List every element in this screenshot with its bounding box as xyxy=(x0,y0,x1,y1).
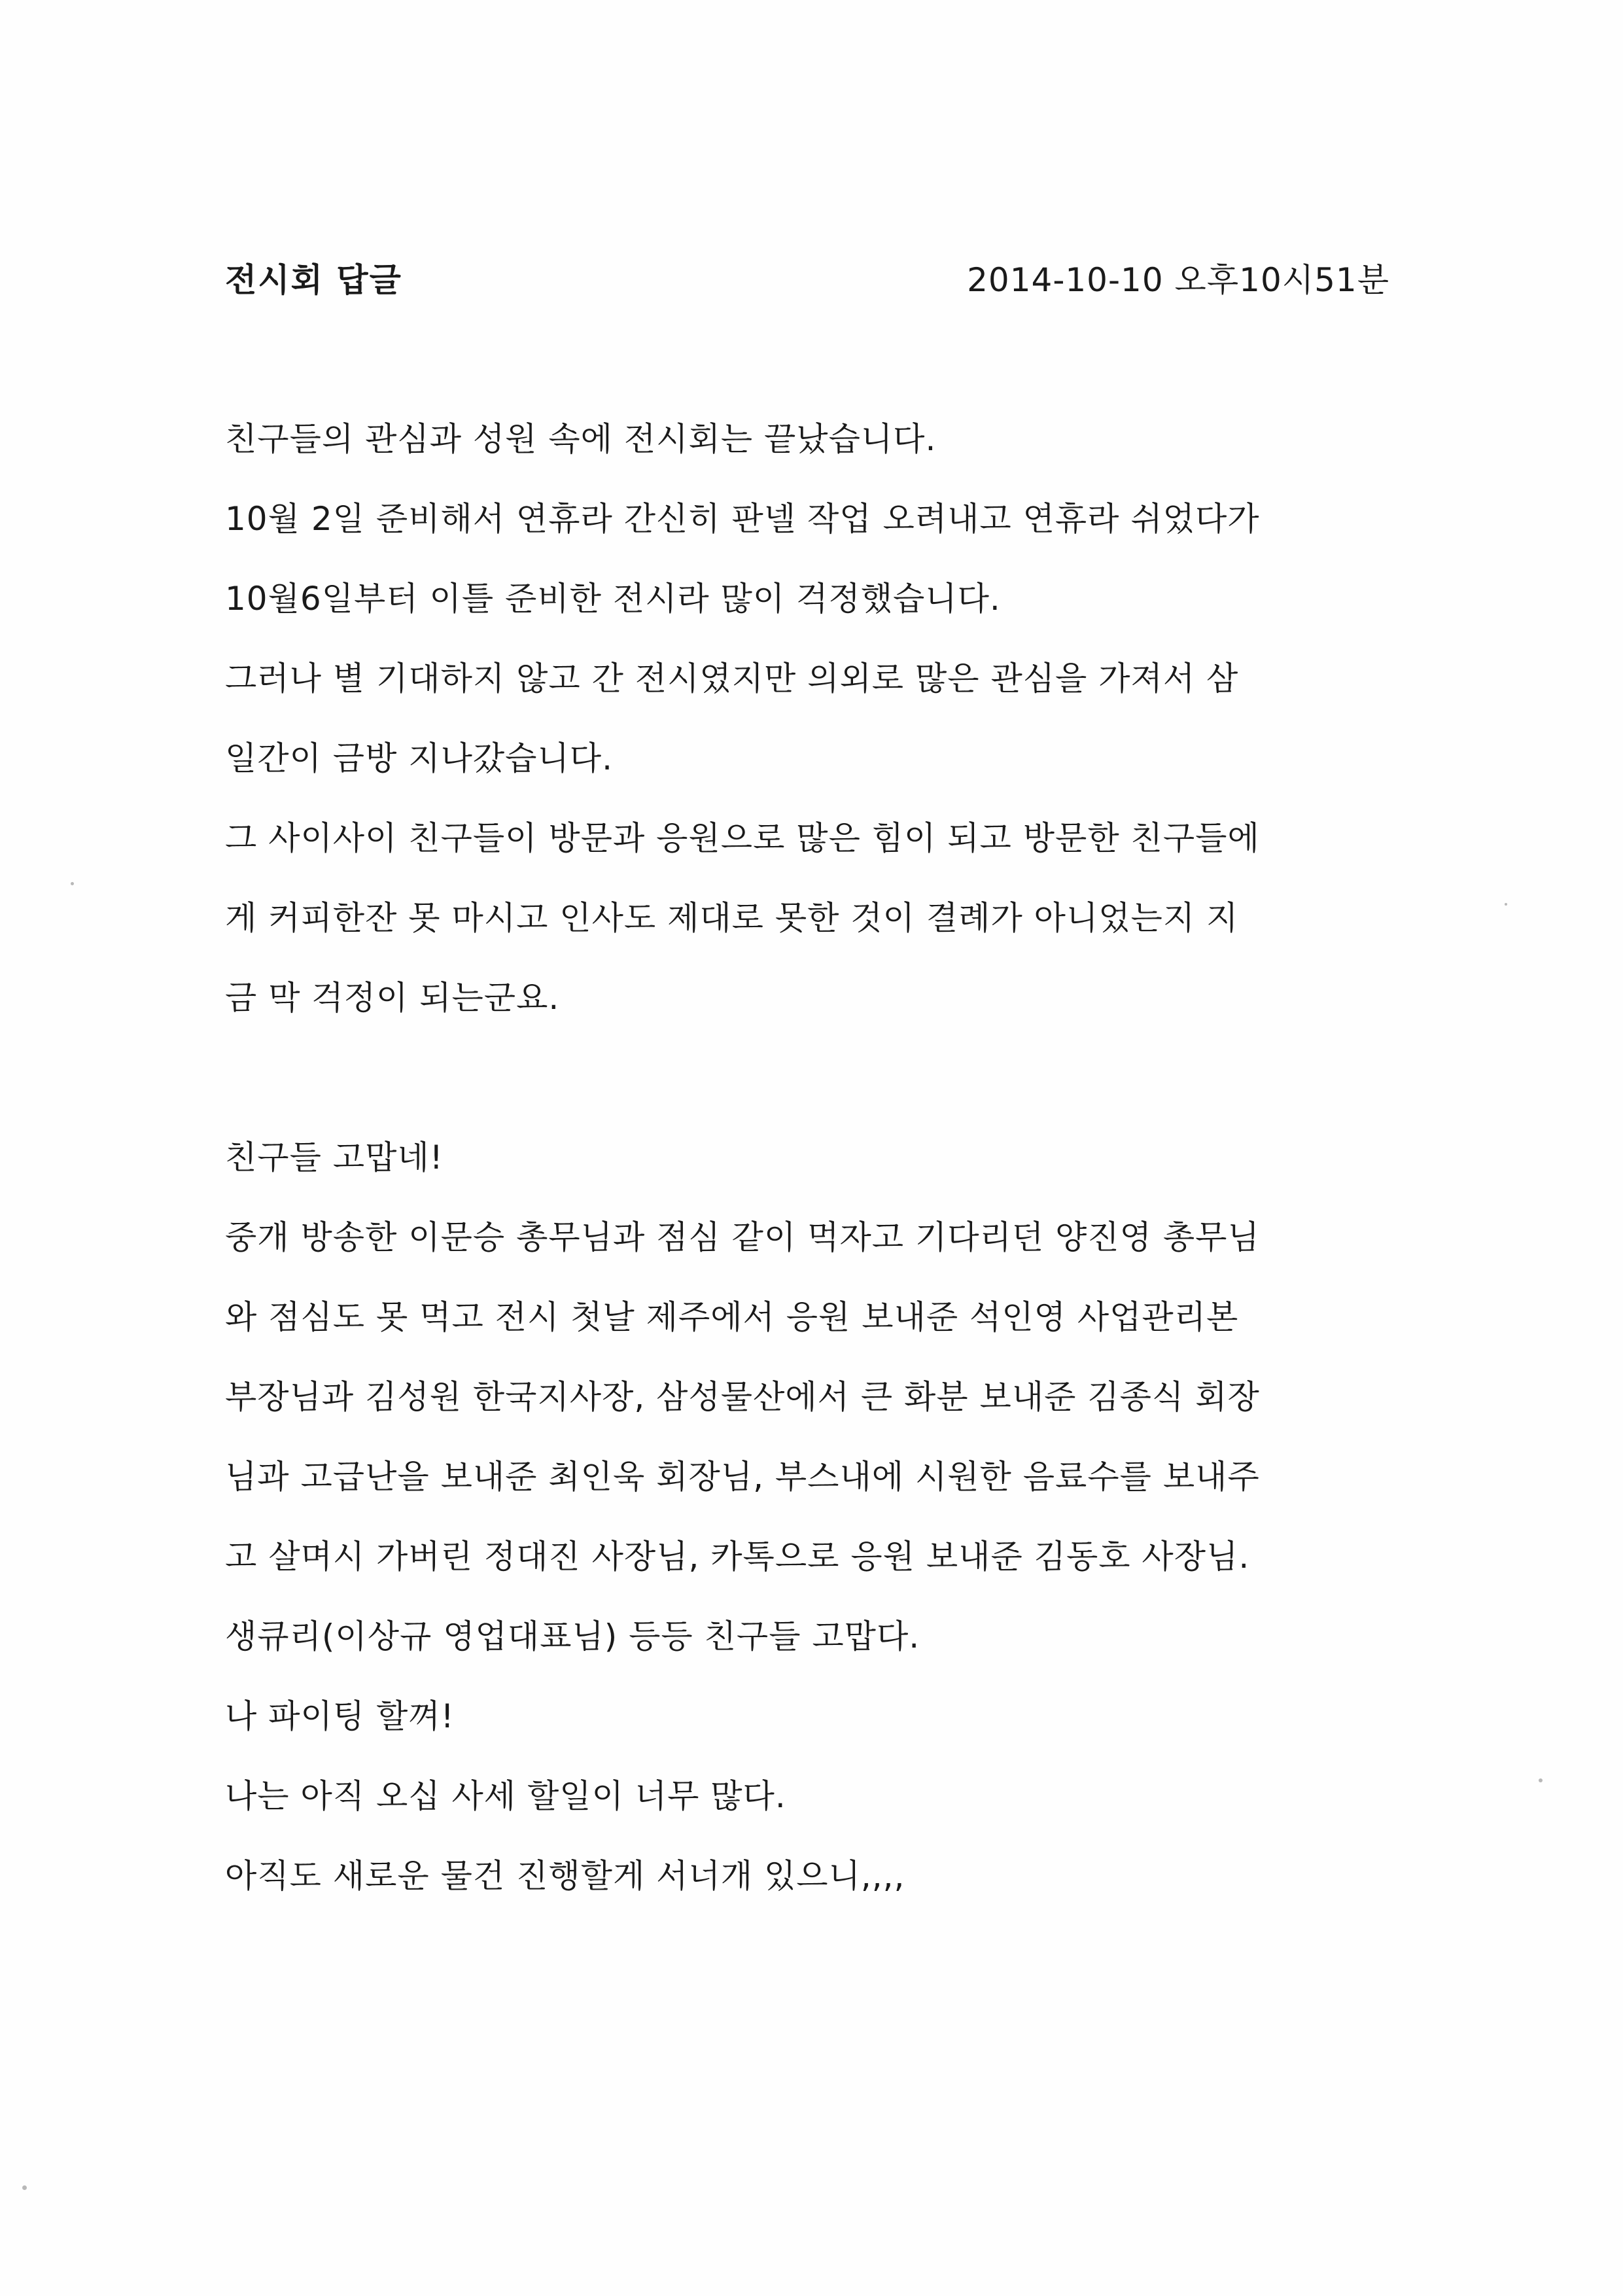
body-line: 중개 방송한 이문승 총무님과 점심 같이 먹자고 기다리던 양진영 총무님 xyxy=(225,1218,1260,1256)
body-line: 10월 2일 준비해서 연휴라 간신히 판넬 작업 오려내고 연휴라 쉬었다가 xyxy=(225,500,1260,538)
blank-line xyxy=(225,1038,1403,1118)
body-line: 와 점심도 못 먹고 전시 첫날 제주에서 응원 보내준 석인영 사업관리본 xyxy=(225,1298,1239,1336)
document-header xyxy=(225,254,1389,306)
scan-speck xyxy=(22,2185,27,2190)
document-body xyxy=(225,399,1403,1916)
scan-speck xyxy=(1539,1778,1543,1782)
body-line: 친구들의 관심과 성원 속에 전시회는 끝났습니다. xyxy=(225,420,937,458)
body-line: 게 커피한잔 못 마시고 인사도 제대로 못한 것이 결례가 아니었는지 지 xyxy=(225,899,1239,937)
document-date: 2014-10-10 오후10시51분 xyxy=(967,261,1389,299)
body-line: 그러나 별 기대하지 않고 간 전시였지만 의외로 많은 관심을 가져서 삼 xyxy=(225,660,1239,698)
body-line: 그 사이사이 친구들이 방문과 응원으로 많은 힘이 되고 방문한 친구들에 xyxy=(225,819,1260,857)
body-line: 나 파이팅 할껴! xyxy=(225,1697,455,1735)
body-line: 10월6일부터 이틀 준비한 전시라 많이 걱정했습니다. xyxy=(225,580,1001,618)
scan-speck xyxy=(71,882,74,885)
body-line: 금 막 걱정이 되는군요. xyxy=(225,979,560,1017)
document-title: 전시회 답글 xyxy=(225,261,402,299)
body-line: 님과 고급난을 보내준 최인욱 회장님, 부스내에 시원한 음료수를 보내주 xyxy=(225,1458,1260,1496)
body-line: 나는 아직 오십 사세 할일이 너무 많다. xyxy=(225,1777,786,1815)
body-line: 아직도 새로운 물건 진행할게 서너개 있으니,,,, xyxy=(225,1857,905,1895)
body-line: 친구들 고맙네! xyxy=(225,1139,444,1176)
body-line: 생큐리(이상규 영업대표님) 등등 친구들 고맙다. xyxy=(225,1617,920,1655)
scan-speck xyxy=(1505,903,1507,906)
body-line: 일간이 금방 지나갔습니다. xyxy=(225,739,613,777)
body-line: 고 살며시 가버린 정대진 사장님, 카톡으로 응원 보내준 김동호 사장님. xyxy=(225,1538,1250,1576)
body-line: 부장님과 김성원 한국지사장, 삼성물산에서 큰 화분 보내준 김종식 회장 xyxy=(225,1378,1260,1416)
